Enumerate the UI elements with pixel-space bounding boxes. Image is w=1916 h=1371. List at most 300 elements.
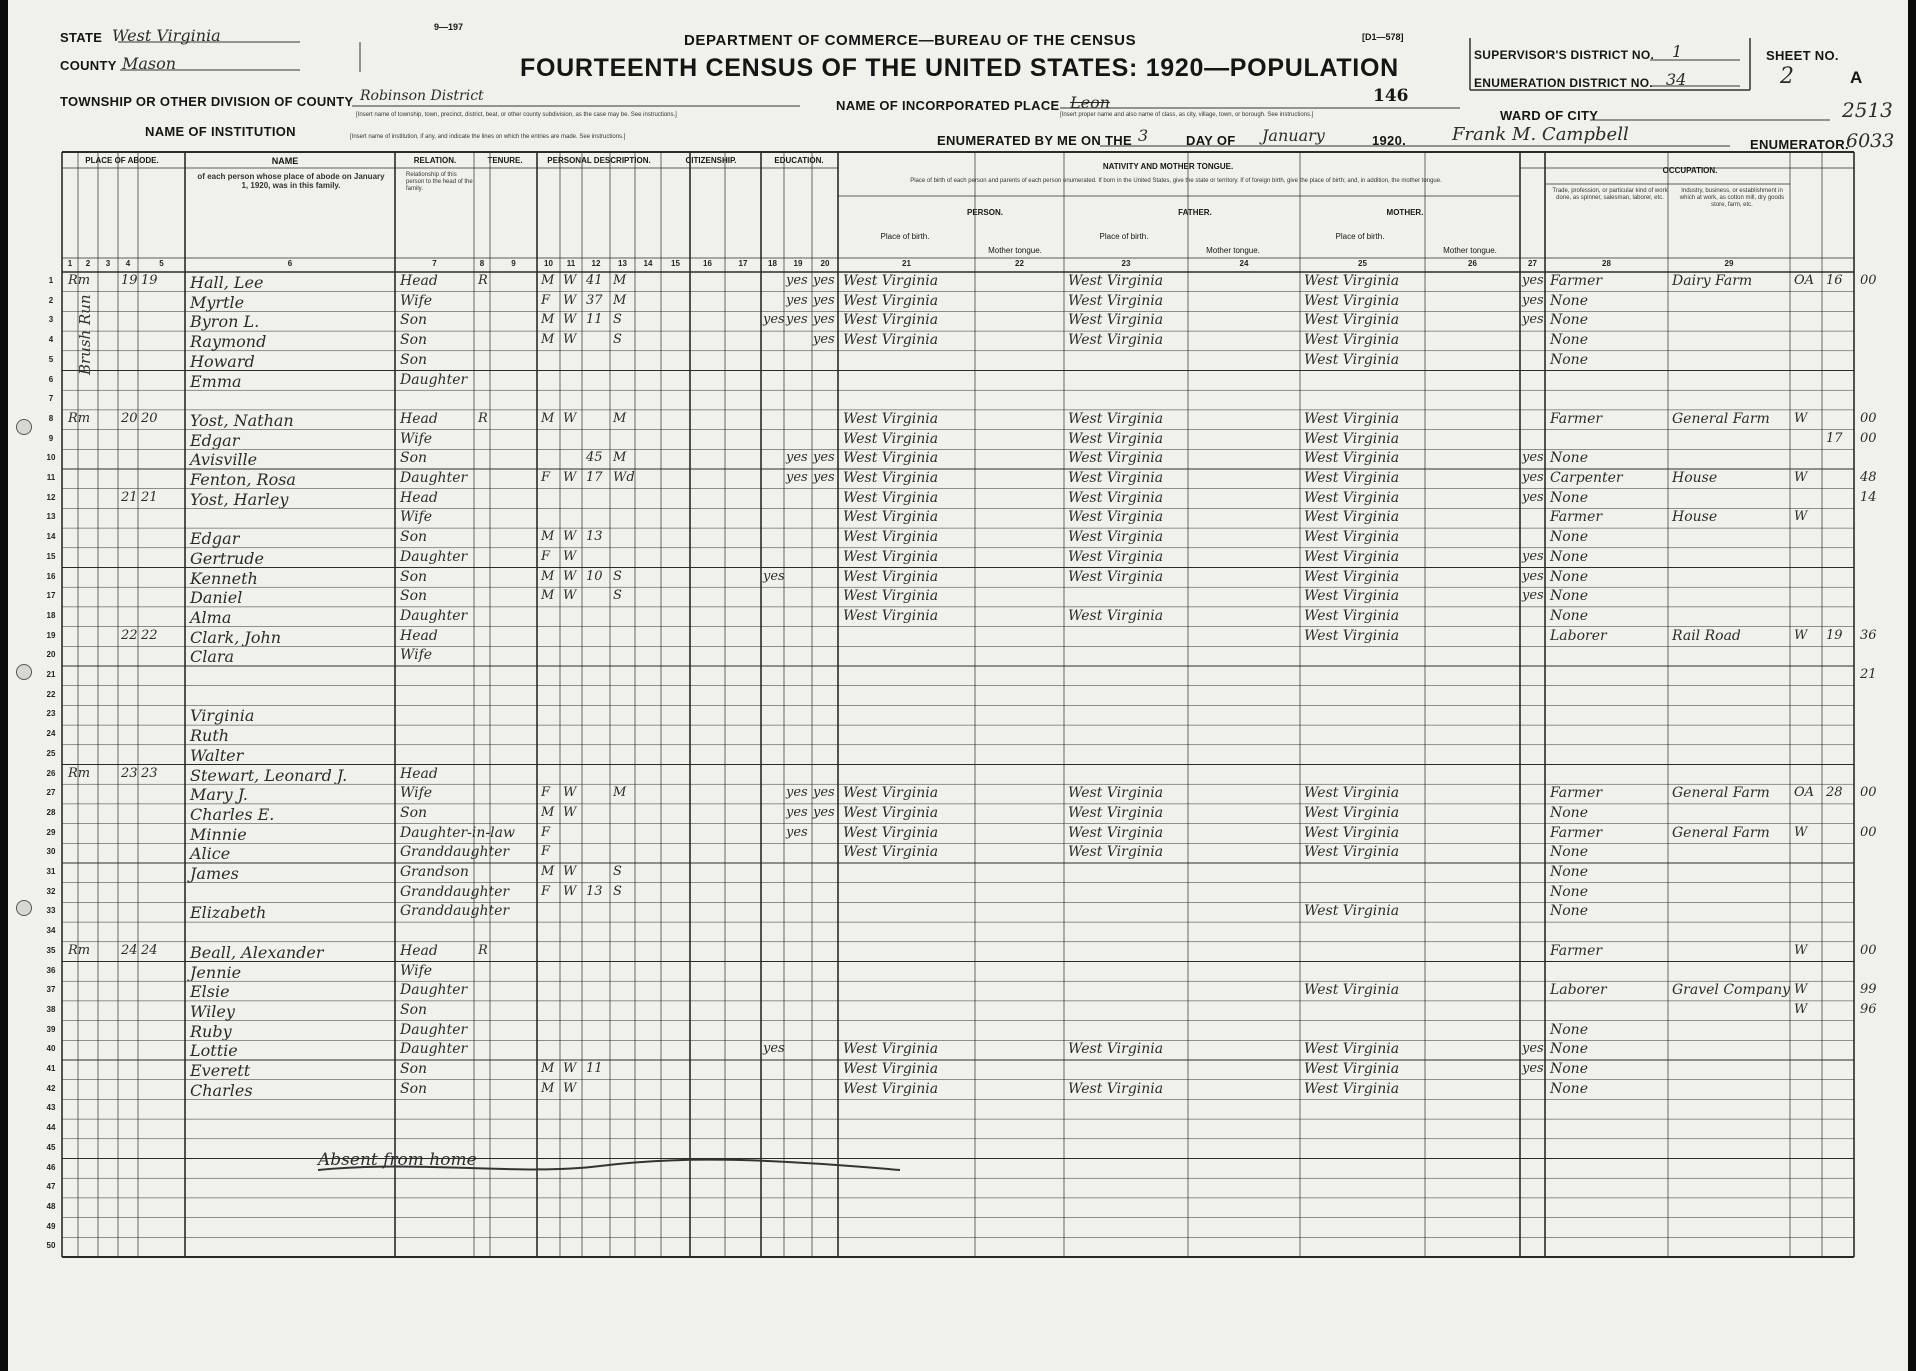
- cell-mother-birthplace: West Virginia: [1304, 489, 1400, 506]
- cell-name: Yost, Harley: [190, 489, 289, 509]
- cell-mother-birthplace: West Virginia: [1304, 607, 1400, 624]
- cell-marital: M: [613, 410, 627, 426]
- cell-relation: Son: [400, 1061, 428, 1077]
- line-number: 38: [46, 1004, 56, 1014]
- township-label: TOWNSHIP OR OTHER DIVISION OF COUNTY: [60, 94, 354, 109]
- cell-margin-code: 96: [1860, 1001, 1877, 1017]
- cell-tenure: R: [478, 942, 488, 958]
- cell-race: W: [563, 883, 577, 899]
- cell-person-birthplace: West Virginia: [843, 844, 939, 861]
- cell-read: yes: [786, 470, 808, 485]
- cell-occupation: None: [1550, 351, 1588, 368]
- column-number: 28: [1602, 259, 1611, 268]
- sub-mother-tongue: Mother tongue.: [1443, 246, 1497, 255]
- cell-age: 45: [586, 450, 603, 466]
- cell-relation: Daughter: [400, 1041, 468, 1058]
- cell-name: Lottie: [190, 1041, 238, 1061]
- cell-relation: Head: [400, 765, 438, 782]
- cell-margin-code: 36: [1860, 627, 1877, 643]
- column-number: 17: [738, 259, 748, 268]
- cell-father-birthplace: West Virginia: [1068, 804, 1164, 821]
- cell-speaks-english: yes: [1522, 450, 1544, 466]
- group-place-of-abode: PLACE OF ABODE.: [85, 156, 159, 165]
- cell-relation: Son: [400, 450, 428, 467]
- line-number: 5: [48, 354, 54, 364]
- binding-hole: [16, 664, 32, 680]
- cell-occupation: None: [1550, 1061, 1588, 1077]
- group-personal-description: PERSONAL DESCRIPTION.: [547, 156, 651, 165]
- cell-race: W: [563, 588, 577, 604]
- cell-mother-birthplace: West Virginia: [1304, 273, 1400, 289]
- line-number: 30: [46, 847, 56, 857]
- cell-father-birthplace: West Virginia: [1068, 509, 1164, 526]
- institution-note: [Insert name of institution, if any, and indicate the lines on which the entries are made. See instructions.]: [350, 134, 626, 140]
- cell-mother-birthplace: West Virginia: [1304, 529, 1400, 546]
- cell-race: W: [563, 312, 577, 328]
- ward-label: WARD OF CITY: [1500, 108, 1599, 123]
- cell-father-birthplace: West Virginia: [1068, 844, 1164, 861]
- cell-race: W: [563, 785, 577, 801]
- cell-name: Elizabeth: [190, 903, 267, 923]
- cell-relation: Daughter: [400, 470, 468, 486]
- line-number: 31: [46, 867, 56, 876]
- sheet-value: 2: [1780, 64, 1794, 89]
- cell-occupation: None: [1550, 489, 1588, 506]
- side-note: Brush Run: [76, 294, 94, 375]
- cell-father-birthplace: West Virginia: [1068, 1041, 1164, 1058]
- line-number: 34: [46, 926, 56, 936]
- cell-occupation: None: [1550, 607, 1588, 624]
- cell-speaks-english: yes: [1522, 292, 1544, 308]
- cell-name: Alma: [190, 607, 232, 627]
- form-id: [D1—578]: [1362, 32, 1404, 42]
- line-number: 2: [48, 295, 54, 305]
- margin-note-1: 2513: [1842, 98, 1893, 122]
- cell-race: W: [563, 273, 577, 288]
- cell-relation: Wife: [400, 647, 433, 664]
- group-citizenship: CITIZENSHIP.: [685, 156, 737, 165]
- line-number: 16: [46, 571, 56, 581]
- cell-write: yes: [813, 470, 835, 485]
- cell-name: Virginia: [190, 706, 255, 726]
- cell-person-birthplace: West Virginia: [843, 470, 939, 486]
- cell-margin-code: 48: [1860, 470, 1877, 485]
- enumerated-day: 3: [1138, 126, 1149, 145]
- cell-occupation: Farmer: [1550, 273, 1603, 289]
- column-number: 6: [287, 259, 293, 268]
- cell-relation: Son: [400, 804, 428, 821]
- cell-person-birthplace: West Virginia: [843, 292, 939, 309]
- cell-mother-birthplace: West Virginia: [1304, 1080, 1400, 1097]
- cell-occupation: Farmer: [1550, 942, 1603, 959]
- group-relation: RELATION.: [413, 156, 457, 165]
- cell-speaks-english: yes: [1522, 568, 1544, 584]
- cell-marital: S: [613, 312, 622, 328]
- cell-sex: M: [541, 332, 555, 348]
- cell-race: W: [563, 1061, 577, 1076]
- cell-race: W: [563, 548, 577, 564]
- line-number: 44: [46, 1123, 56, 1133]
- cell-marital: Wd: [613, 470, 635, 485]
- column-number: 2: [85, 259, 91, 268]
- cell-industry: General Farm: [1672, 410, 1770, 427]
- line-number: 27: [46, 788, 56, 798]
- cell-mother-birthplace: West Virginia: [1304, 292, 1400, 309]
- cell-relation: Head: [400, 273, 438, 289]
- cell-margin-code: 00: [1860, 824, 1877, 840]
- line-number: 10: [46, 453, 56, 463]
- cell-name: Daniel: [190, 588, 243, 608]
- cell-mother-birthplace: West Virginia: [1304, 588, 1400, 605]
- cell-race: W: [563, 332, 577, 348]
- column-number: 20: [820, 259, 830, 268]
- cell-father-birthplace: West Virginia: [1068, 785, 1164, 802]
- cell-age: 37: [586, 292, 603, 308]
- cell-occupation: Farmer: [1550, 785, 1603, 802]
- cell-relation: Head: [400, 627, 438, 644]
- cell-school: yes: [763, 568, 785, 584]
- column-number: 23: [1121, 259, 1131, 268]
- column-number: 4: [125, 259, 131, 268]
- cell-marital: M: [613, 273, 627, 288]
- cell-occupation: None: [1550, 903, 1588, 920]
- township-note: [Insert name of township, town, precinct, district, beat, or other county subdivision, as the case may be. See instructions.]: [356, 112, 677, 118]
- cell-age: 41: [586, 273, 603, 288]
- cell-occupation: Farmer: [1550, 824, 1603, 841]
- cell-relation: Daughter: [400, 982, 468, 999]
- column-number: 18: [768, 259, 777, 268]
- line-number: 23: [46, 709, 56, 719]
- cell-name: Charles E.: [190, 804, 275, 824]
- cell-sex: M: [541, 1080, 555, 1096]
- cell-occupation: None: [1550, 1041, 1588, 1058]
- line-number: 40: [46, 1044, 56, 1054]
- column-number: 5: [159, 259, 164, 268]
- cell-margin-code: 00: [1860, 942, 1877, 958]
- line-number: 46: [46, 1162, 56, 1172]
- cell-occupation: None: [1550, 1021, 1588, 1038]
- cell-relation: Head: [400, 942, 438, 959]
- cell-sex: M: [541, 410, 555, 426]
- cell-read: yes: [786, 785, 808, 801]
- cell-occupation: Laborer: [1550, 982, 1607, 999]
- cell-marital: S: [613, 332, 622, 348]
- group-occupation: OCCUPATION.: [1662, 166, 1718, 175]
- cell-mother-birthplace: West Virginia: [1304, 903, 1400, 920]
- cell-school: yes: [763, 1041, 785, 1057]
- enumerated-label: ENUMERATED BY ME ON THE: [937, 133, 1132, 148]
- cell-father-birthplace: West Virginia: [1068, 332, 1164, 349]
- cell-industry: General Farm: [1672, 824, 1770, 841]
- year-text: 1920.: [1372, 133, 1407, 148]
- line-number: 18: [46, 610, 56, 620]
- cell-relation: Granddaughter: [400, 844, 510, 861]
- cell-relation: Daughter: [400, 607, 468, 624]
- cell-person-birthplace: West Virginia: [843, 1041, 939, 1058]
- cell-race: W: [563, 568, 577, 584]
- line-number: 45: [46, 1142, 56, 1152]
- line-number: 49: [46, 1221, 56, 1231]
- cell-write: yes: [813, 292, 835, 308]
- cell-industry: General Farm: [1672, 785, 1770, 802]
- state-value: West Virginia: [112, 26, 221, 45]
- cell-write: yes: [813, 332, 835, 348]
- sub-person: PERSON.: [966, 208, 1003, 217]
- line-number: 48: [46, 1201, 56, 1211]
- cell-class-of-worker: W: [1794, 470, 1808, 485]
- cell-occupation: None: [1550, 292, 1588, 309]
- cell-sex: M: [541, 1061, 555, 1076]
- footer-scrawl: Absent from home: [318, 1150, 477, 1170]
- cell-margin-code: 14: [1860, 489, 1877, 505]
- state-label: STATE: [60, 30, 103, 45]
- cell-father-birthplace: West Virginia: [1068, 273, 1164, 289]
- cell-speaks-english: yes: [1522, 1041, 1544, 1057]
- cell-person-birthplace: West Virginia: [843, 548, 939, 565]
- cell-occupation: None: [1550, 568, 1588, 585]
- column-number: 25: [1358, 259, 1367, 268]
- cell-relation: Son: [400, 529, 428, 546]
- sub-person-pob: Place of birth.: [880, 232, 930, 241]
- cell-margin-code: 99: [1860, 982, 1877, 998]
- column-number: 14: [643, 259, 653, 268]
- cell-sex: M: [541, 804, 555, 820]
- cell-family-number: 23: [141, 765, 158, 781]
- cell-occupation: None: [1550, 883, 1588, 900]
- cell-mother-birthplace: West Virginia: [1304, 548, 1400, 565]
- cell-dwelling-number: 22: [121, 627, 138, 643]
- sub-father-pob: Place of birth.: [1099, 232, 1149, 241]
- cell-name: Avisville: [190, 450, 258, 470]
- cell-father-birthplace: West Virginia: [1068, 548, 1164, 565]
- line-number: 11: [46, 473, 56, 482]
- cell-read: yes: [786, 824, 808, 840]
- cell-read: yes: [786, 450, 808, 466]
- cell-speaks-english: yes: [1522, 489, 1544, 505]
- cell-relation: Wife: [400, 785, 433, 802]
- cell-race: W: [563, 804, 577, 820]
- cell-name: Fenton, Rosa: [190, 470, 296, 489]
- cell-relation: Son: [400, 351, 428, 368]
- cell-tenure: R: [478, 273, 488, 288]
- cell-relation: Grandson: [400, 864, 469, 880]
- cell-occupation: None: [1550, 312, 1588, 329]
- cell-person-birthplace: West Virginia: [843, 824, 939, 841]
- cell-sex: M: [541, 273, 555, 288]
- cell-speaks-english: yes: [1522, 470, 1544, 485]
- cell-sex: M: [541, 568, 555, 584]
- incorporated-place-note: [Insert proper name and also name of class, as city, village, town, or borough. See instructions.]: [1060, 112, 1314, 118]
- cell-relation: Daughter: [400, 1021, 468, 1038]
- column-number: 29: [1724, 259, 1734, 268]
- column-number: 7: [432, 259, 437, 268]
- cell-person-birthplace: West Virginia: [843, 489, 939, 506]
- cell-name: Emma: [190, 371, 242, 391]
- cell-person-birthplace: West Virginia: [843, 785, 939, 802]
- day-of-label: DAY OF: [1186, 133, 1236, 148]
- cell-sex: F: [541, 844, 551, 860]
- page-stamp: 146: [1373, 86, 1409, 106]
- cell-farm-schedule: 16: [1826, 273, 1843, 288]
- cell-write: yes: [813, 785, 835, 801]
- cell-dwelling-number: 20: [121, 410, 138, 426]
- line-number: 41: [46, 1064, 56, 1073]
- cell-name: Clark, John: [190, 627, 282, 647]
- line-number: 47: [46, 1182, 56, 1192]
- cell-family-number: 19: [141, 273, 158, 288]
- line-number: 14: [46, 532, 56, 542]
- cell-father-birthplace: West Virginia: [1068, 312, 1164, 329]
- sub-father-tongue: Mother tongue.: [1206, 246, 1260, 255]
- cell-mother-birthplace: West Virginia: [1304, 332, 1400, 349]
- cell-age: 11: [586, 312, 603, 328]
- column-number: 15: [671, 259, 680, 268]
- cell-marital: S: [613, 568, 622, 584]
- line-number: 6: [48, 374, 54, 384]
- column-number: 11: [566, 259, 576, 268]
- cell-street: Rm: [68, 273, 91, 288]
- cell-person-birthplace: West Virginia: [843, 430, 939, 447]
- cell-class-of-worker: OA: [1794, 273, 1815, 288]
- cell-father-birthplace: West Virginia: [1068, 430, 1164, 447]
- cell-farm-schedule: 17: [1826, 430, 1843, 446]
- line-number: 7: [48, 394, 54, 404]
- cell-age: 10: [586, 568, 603, 584]
- cell-sex: M: [541, 529, 555, 545]
- cell-father-birthplace: West Virginia: [1068, 470, 1164, 486]
- cell-occupation: Laborer: [1550, 627, 1607, 644]
- cell-margin-code: 00: [1860, 430, 1877, 446]
- column-number: 10: [544, 259, 553, 268]
- supervisor-value: 1: [1672, 42, 1683, 61]
- cell-school: yes: [763, 312, 785, 328]
- cell-margin-code: 21: [1860, 667, 1877, 682]
- name-description: of each person whose place of abode on January 1, 1920, was in this family.: [197, 172, 385, 190]
- line-number: 17: [46, 591, 56, 601]
- column-number: 19: [793, 259, 803, 268]
- cell-person-birthplace: West Virginia: [843, 273, 939, 289]
- line-number: 21: [46, 670, 56, 679]
- column-number: 13: [618, 259, 627, 268]
- cell-name: Minnie: [190, 824, 247, 844]
- cell-occupation: Carpenter: [1550, 470, 1623, 486]
- column-number: 22: [1015, 259, 1024, 268]
- cell-occupation: None: [1550, 588, 1588, 605]
- cell-occupation: None: [1550, 548, 1588, 565]
- cell-name: Jennie: [190, 962, 242, 982]
- column-number: 21: [902, 259, 911, 268]
- cell-mother-birthplace: West Virginia: [1304, 450, 1400, 467]
- cell-mother-birthplace: West Virginia: [1304, 785, 1400, 802]
- cell-mother-birthplace: West Virginia: [1304, 1041, 1400, 1058]
- line-number: 9: [48, 433, 54, 443]
- line-number: 1: [48, 276, 54, 285]
- column-number: 3: [105, 259, 111, 268]
- column-number: 9: [511, 259, 516, 268]
- cell-name: Elsie: [190, 982, 230, 1002]
- cell-sex: M: [541, 864, 555, 879]
- cell-name: Clara: [190, 647, 235, 667]
- line-number: 39: [46, 1024, 56, 1034]
- cell-person-birthplace: West Virginia: [843, 1080, 939, 1097]
- enumerator-label: ENUMERATOR.: [1750, 137, 1849, 152]
- cell-write: yes: [813, 450, 835, 466]
- cell-relation: Daughter: [400, 371, 468, 388]
- cell-dwelling-number: 24: [121, 942, 138, 958]
- cell-read: yes: [786, 292, 808, 308]
- supervisor-label: SUPERVISOR'S DISTRICT NO.: [1474, 48, 1655, 62]
- line-number: 8: [48, 413, 54, 423]
- cell-write: yes: [813, 273, 835, 288]
- cell-age: 17: [586, 470, 603, 485]
- enumerated-month: January: [1262, 126, 1325, 145]
- cell-farm-schedule: 19: [1826, 627, 1843, 643]
- line-number: 35: [46, 945, 56, 955]
- line-number: 12: [46, 492, 56, 502]
- cell-industry: Rail Road: [1672, 627, 1741, 644]
- line-number: 3: [48, 315, 54, 325]
- cell-marital: S: [613, 864, 622, 879]
- sheet-label: SHEET NO.: [1766, 48, 1839, 63]
- cell-margin-code: 00: [1860, 410, 1877, 426]
- industry-description: Industry, business, or establishment in which at work, as cotton mill, dry goods store, farm, etc.: [1679, 188, 1785, 208]
- cell-person-birthplace: West Virginia: [843, 312, 939, 329]
- cell-race: W: [563, 864, 577, 879]
- line-number: 50: [46, 1241, 56, 1251]
- cell-family-number: 20: [141, 410, 158, 426]
- cell-person-birthplace: West Virginia: [843, 568, 939, 585]
- nativity-description: Place of birth of each person and parents of each person enumerated. If born in the United States, give the state or territory. If of foreign birth, give the place of birth; and, in addition, the mother tongue.: [910, 178, 1442, 184]
- column-number: 27: [1528, 259, 1537, 268]
- cell-write: yes: [813, 804, 835, 820]
- cell-name: Edgar: [190, 430, 240, 450]
- column-number: 1: [67, 259, 73, 268]
- group-tenure: TENURE.: [487, 156, 523, 165]
- cell-person-birthplace: West Virginia: [843, 509, 939, 526]
- cell-name: Ruby: [190, 1021, 232, 1041]
- cell-sex: F: [541, 548, 551, 564]
- cell-industry: Gravel Company: [1672, 982, 1790, 999]
- cell-sex: F: [541, 824, 551, 840]
- cell-father-birthplace: West Virginia: [1068, 1080, 1164, 1097]
- margin-note-2: 6033: [1846, 130, 1895, 152]
- cell-marital: M: [613, 450, 627, 466]
- cell-name: Gertrude: [190, 548, 264, 568]
- cell-name: Walter: [190, 745, 244, 765]
- cell-class-of-worker: W: [1794, 627, 1808, 643]
- cell-mother-birthplace: West Virginia: [1304, 509, 1400, 526]
- cell-occupation: None: [1550, 844, 1588, 861]
- cell-sex: M: [541, 312, 555, 328]
- group-education: EDUCATION.: [774, 156, 824, 165]
- cell-farm-schedule: 28: [1826, 785, 1843, 801]
- cell-industry: House: [1672, 470, 1718, 486]
- sub-mother-pob: Place of birth.: [1335, 232, 1385, 241]
- form-code: 9—197: [434, 22, 464, 32]
- cell-person-birthplace: West Virginia: [843, 410, 939, 427]
- cell-industry: House: [1672, 509, 1718, 526]
- relation-description: Relationship of this person to the head of the family.: [406, 172, 473, 192]
- line-number: 42: [46, 1083, 56, 1093]
- cell-mother-birthplace: West Virginia: [1304, 627, 1400, 644]
- cell-speaks-english: yes: [1522, 588, 1544, 604]
- cell-mother-birthplace: West Virginia: [1304, 824, 1400, 841]
- cell-occupation: None: [1550, 529, 1588, 546]
- cell-father-birthplace: West Virginia: [1068, 824, 1164, 841]
- cell-father-birthplace: West Virginia: [1068, 489, 1164, 506]
- cell-speaks-english: yes: [1522, 548, 1544, 564]
- cell-relation: Head: [400, 410, 438, 427]
